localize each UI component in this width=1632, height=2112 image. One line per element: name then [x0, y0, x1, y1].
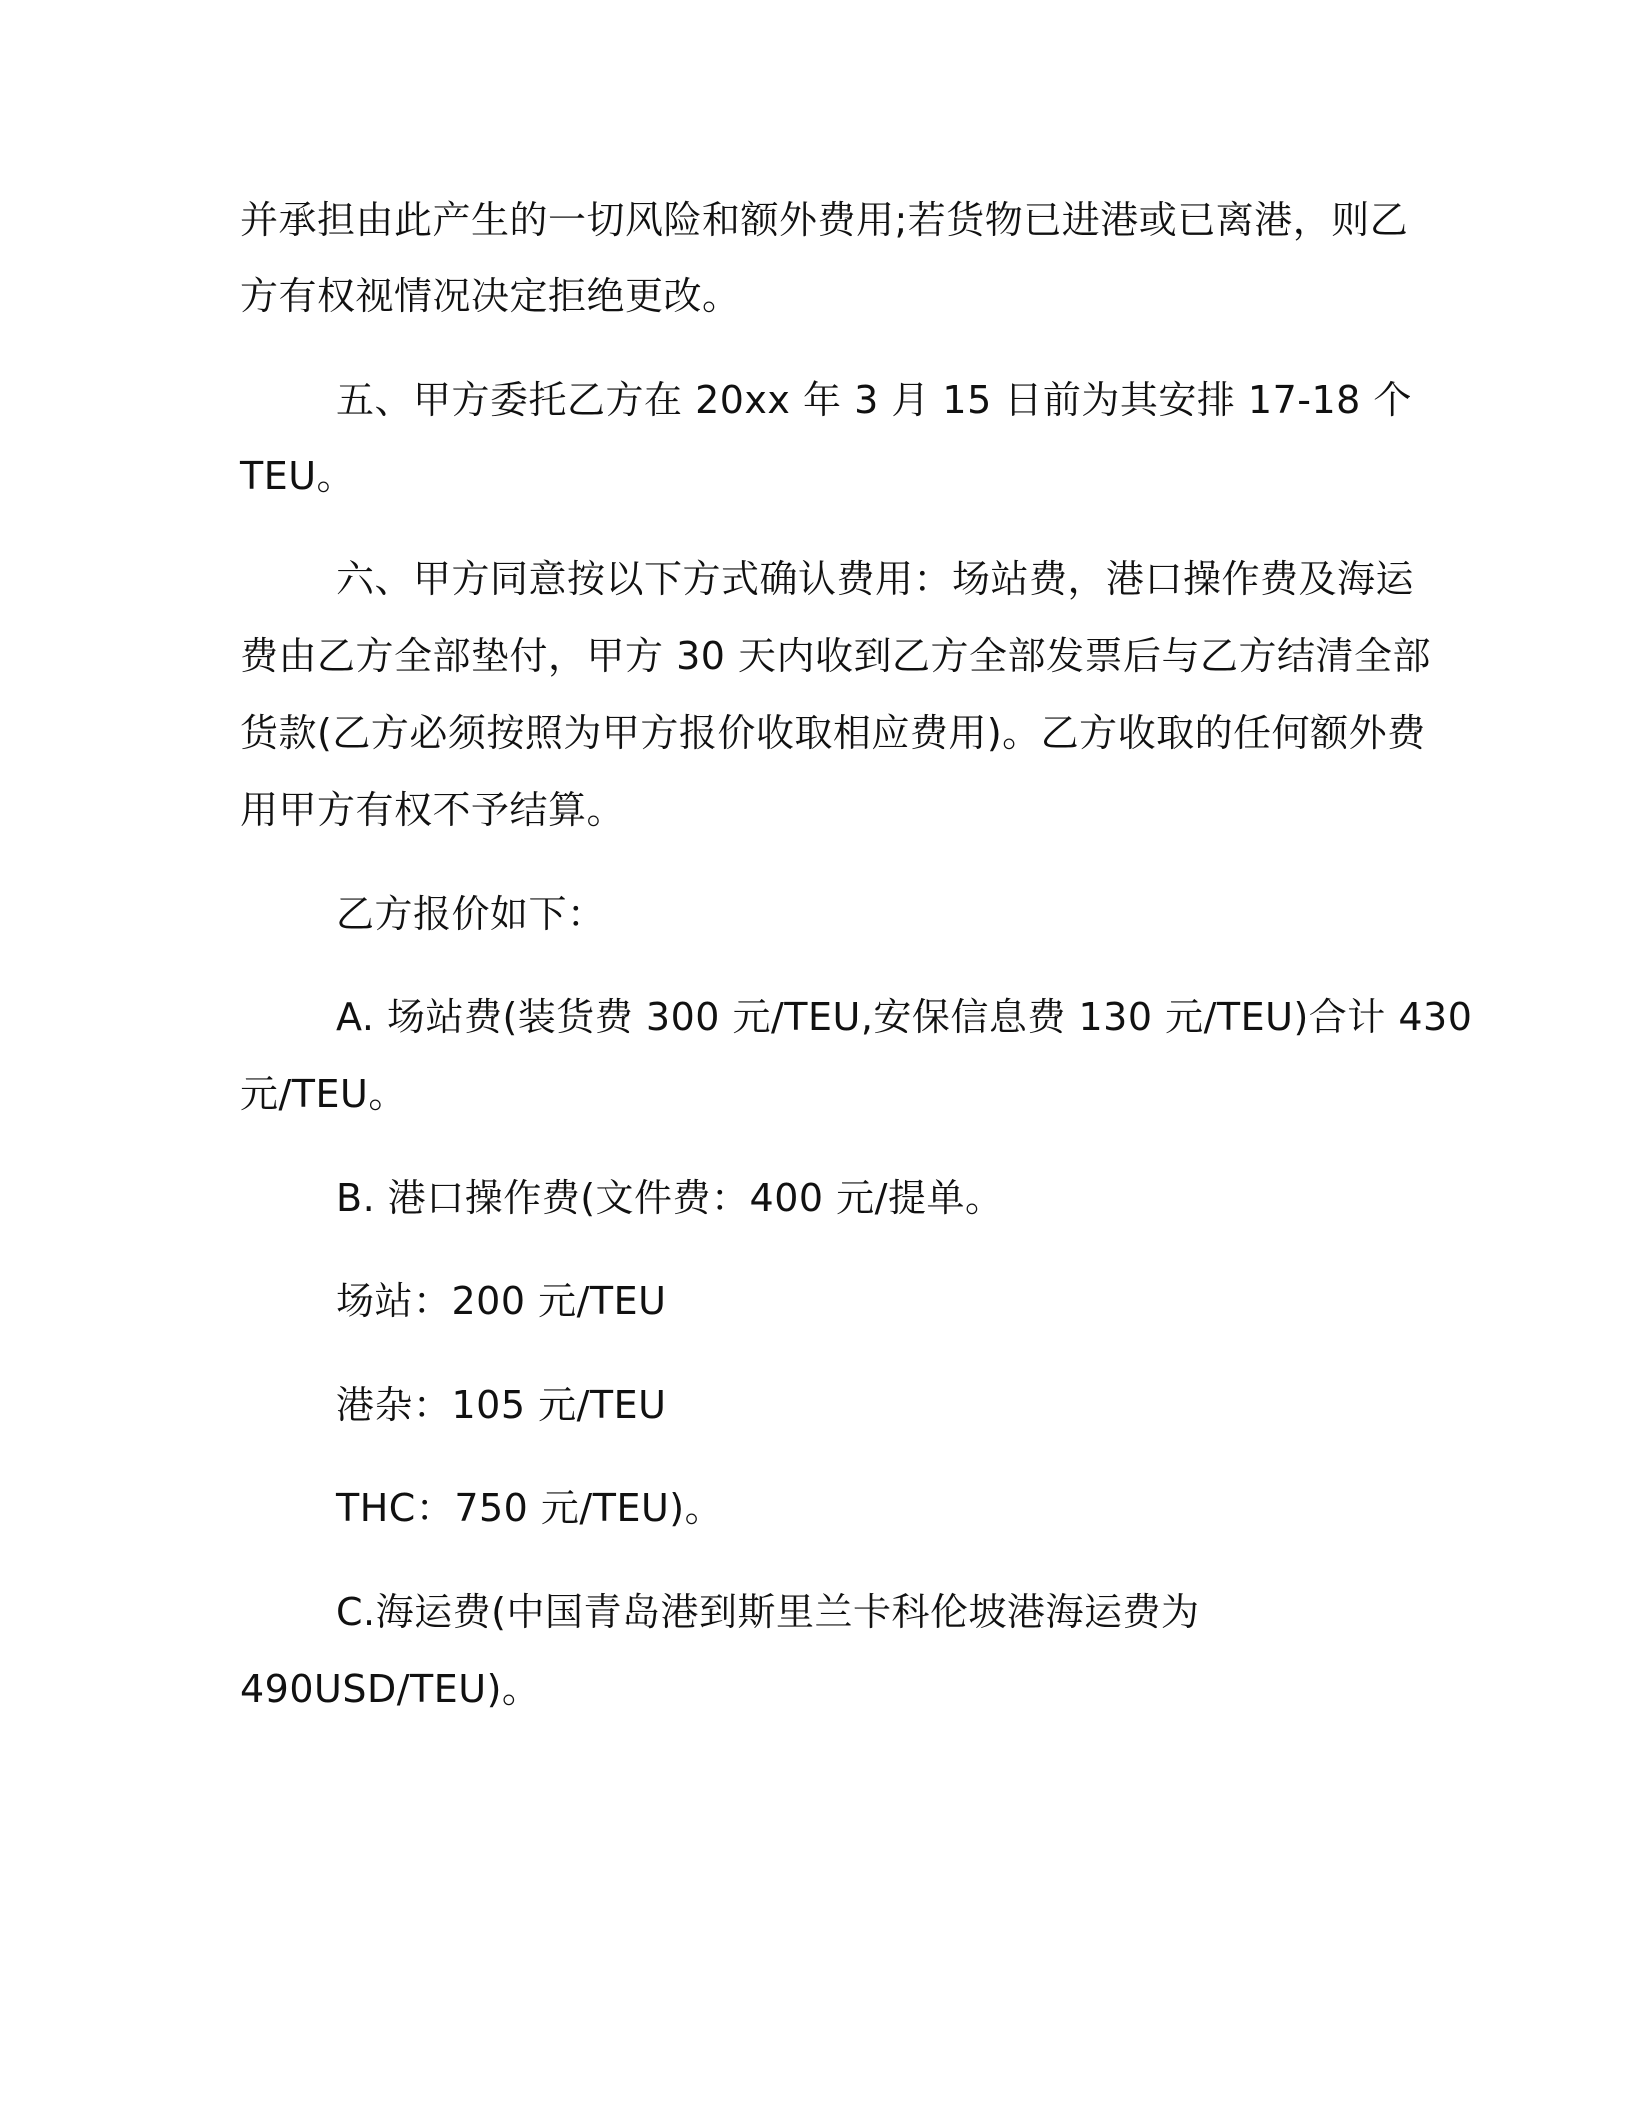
text-line: 并承担由此产生的一切风险和额外费用;若货物已进港或已离港，则乙: [240, 198, 1409, 242]
text-line: 490USD/TEU)。: [240, 1667, 541, 1711]
text-line: 方有权视情况决定拒绝更改。: [240, 274, 741, 318]
text-line: TEU。: [240, 454, 356, 498]
text-line: 费由乙方全部垫付，甲方 30 天内收到乙方全部发票后与乙方结清全部: [240, 634, 1432, 678]
quote-heading: 乙方报价如下：: [336, 892, 606, 936]
fee-line-yard: 场站：200 元/TEU: [336, 1279, 667, 1323]
fee-line-thc: THC：750 元/TEU)。: [336, 1486, 724, 1530]
quote-item-b: B. 港口操作费(文件费：400 元/提单。: [336, 1176, 1004, 1220]
fee-line-port-misc: 港杂：105 元/TEU: [336, 1383, 667, 1427]
text-line: 用甲方有权不予结算。: [240, 788, 626, 832]
quote-item-c: C.海运费(中国青岛港到斯里兰卡科伦坡港海运费为: [336, 1590, 1200, 1634]
section-six-line: 六、甲方同意按以下方式确认费用：场站费，港口操作费及海运: [336, 557, 1415, 601]
quote-item-a: A. 场站费(装货费 300 元/TEU,安保信息费 130 元/TEU)合计 430: [336, 995, 1473, 1039]
text-line: 货款(乙方必须按照为甲方报价收取相应费用)。乙方收取的任何额外费: [240, 711, 1426, 755]
text-line: 元/TEU。: [240, 1072, 407, 1116]
section-five-line: 五、甲方委托乙方在 20xx 年 3 月 15 日前为其安排 17-18 个: [336, 378, 1412, 422]
